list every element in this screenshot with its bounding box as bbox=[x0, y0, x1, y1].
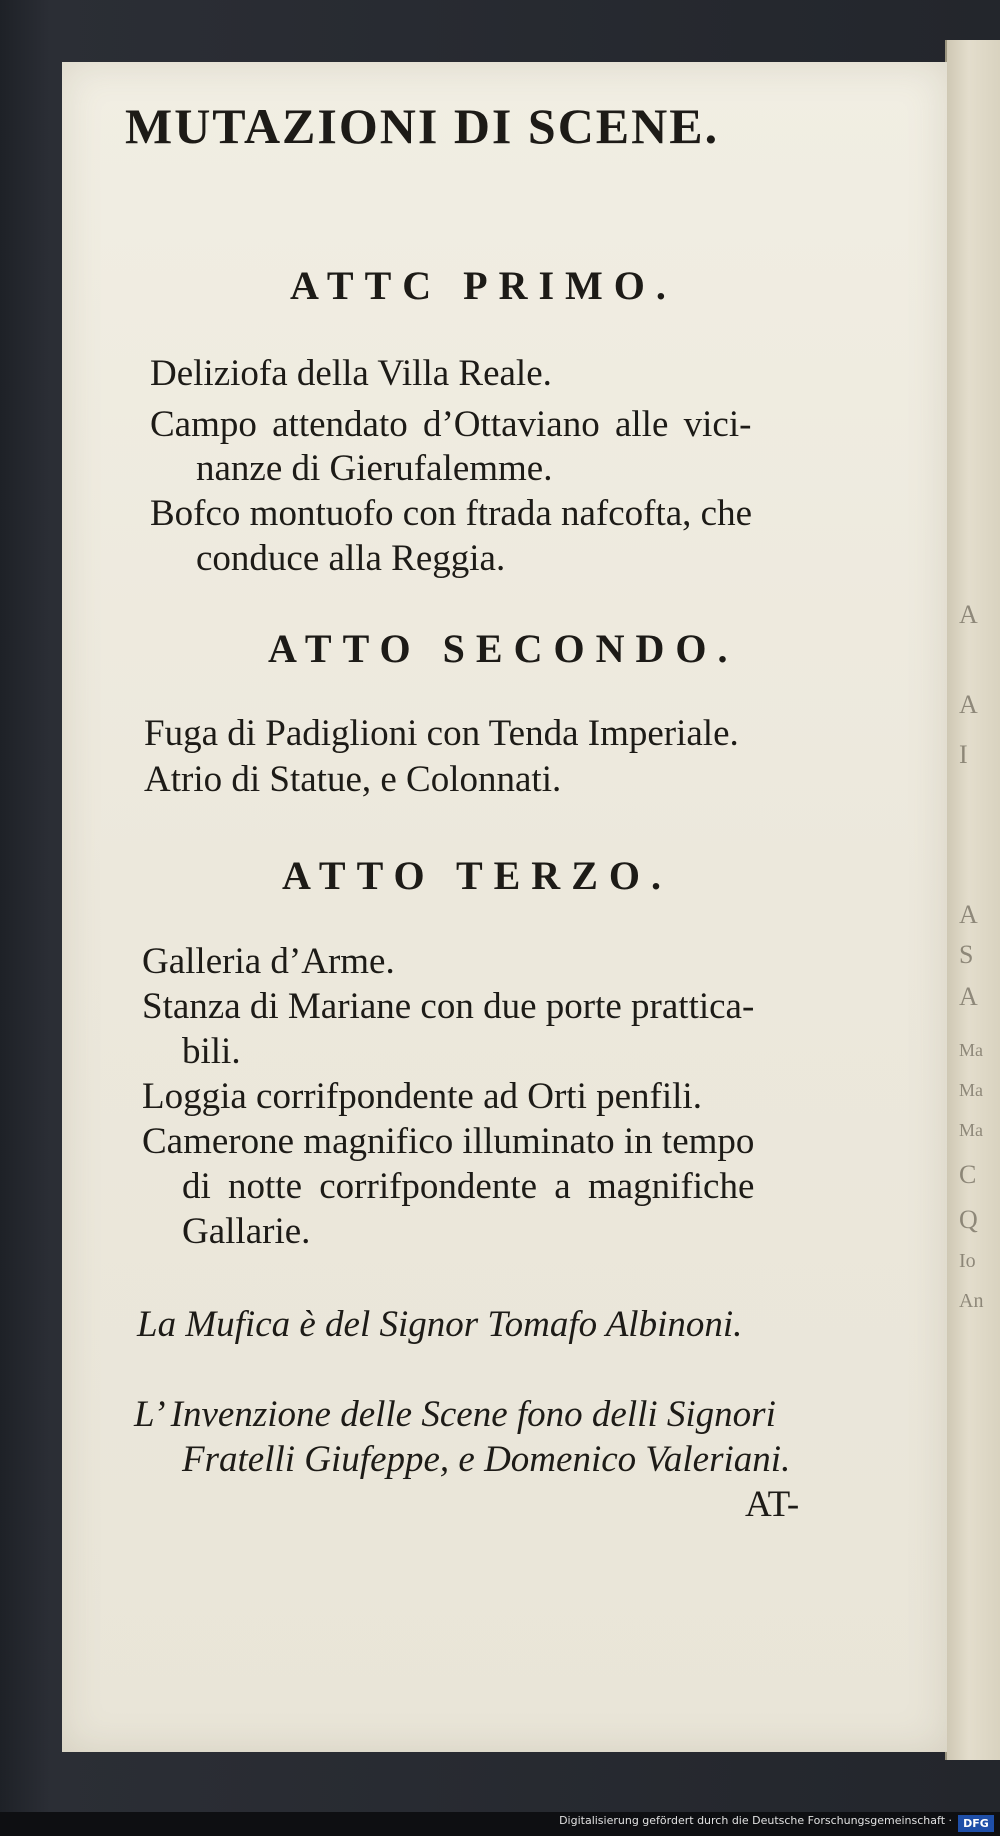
scene-line: Galleria d’Arme. bbox=[142, 941, 395, 982]
act-heading: ATTC PRIMO. bbox=[290, 263, 677, 308]
facing-page-fragment: A bbox=[959, 600, 978, 629]
scene-line: di notte corrifpondente a magnifiche bbox=[182, 1166, 755, 1207]
scene-line: conduce alla Reggia. bbox=[196, 538, 506, 579]
book-page bbox=[62, 62, 947, 1752]
scene-line: Camerone magnifico illuminato in tempo bbox=[142, 1121, 755, 1162]
facing-page-fragment: Ma bbox=[959, 1040, 983, 1060]
music-credit: La Mufica è del Signor Tomafo Albinoni. bbox=[137, 1304, 743, 1345]
scene-line: Gallarie. bbox=[182, 1211, 311, 1252]
scene-line: Bofco montuofo con ftrada nafcofta, che bbox=[150, 493, 753, 534]
scene-line: Loggia corrifpondente ad Orti penfili. bbox=[142, 1076, 702, 1117]
dfg-logo: DFG bbox=[958, 1815, 994, 1832]
facing-page-fragment: Q bbox=[959, 1205, 978, 1234]
scene-line: Fuga di Padiglioni con Tenda Imperiale. bbox=[144, 713, 739, 754]
facing-page-fragment: Ma bbox=[959, 1120, 983, 1140]
catchword: AT- bbox=[745, 1484, 800, 1525]
scene-line: nanze di Gierufalemme. bbox=[196, 448, 553, 489]
scene-line: Atrio di Statue, e Colonnati. bbox=[144, 759, 562, 800]
scene-line: Stanza di Mariane con due porte prattica- bbox=[142, 986, 755, 1027]
scenery-credit: L’ Invenzione delle Scene fono delli Signori bbox=[134, 1394, 776, 1435]
facing-page-fragment: S bbox=[959, 940, 974, 969]
facing-page-fragment: C bbox=[959, 1160, 977, 1189]
facing-page-fragment: Io bbox=[959, 1250, 976, 1272]
facing-page-fragment: A bbox=[959, 690, 978, 719]
footer-bar bbox=[0, 1812, 1000, 1836]
scene-line: Deliziofa della Villa Reale. bbox=[150, 353, 552, 394]
page-title: MUTAZIONI DI SCENE. bbox=[125, 98, 720, 154]
facing-page-fragment: A bbox=[959, 900, 978, 929]
facing-page-fragment: Ma bbox=[959, 1080, 983, 1100]
act-heading: ATTO SECONDO. bbox=[268, 626, 739, 671]
facing-page-fragment: An bbox=[959, 1290, 984, 1312]
funding-note: Digitalisierung gefördert durch die Deutsche Forschungsgemeinschaft · bbox=[559, 1814, 952, 1827]
facing-page-fragment: I bbox=[959, 740, 968, 769]
facing-page-edge bbox=[945, 40, 1000, 1760]
scene-line: Campo attendato d’Ottaviano alle vici- bbox=[150, 404, 752, 445]
scene-line: bili. bbox=[182, 1031, 241, 1072]
act-heading: ATTO TERZO. bbox=[282, 853, 672, 898]
scenery-credit: Fratelli Giufeppe, e Domenico Valeriani. bbox=[182, 1439, 791, 1480]
facing-page-fragment: A bbox=[959, 982, 978, 1011]
